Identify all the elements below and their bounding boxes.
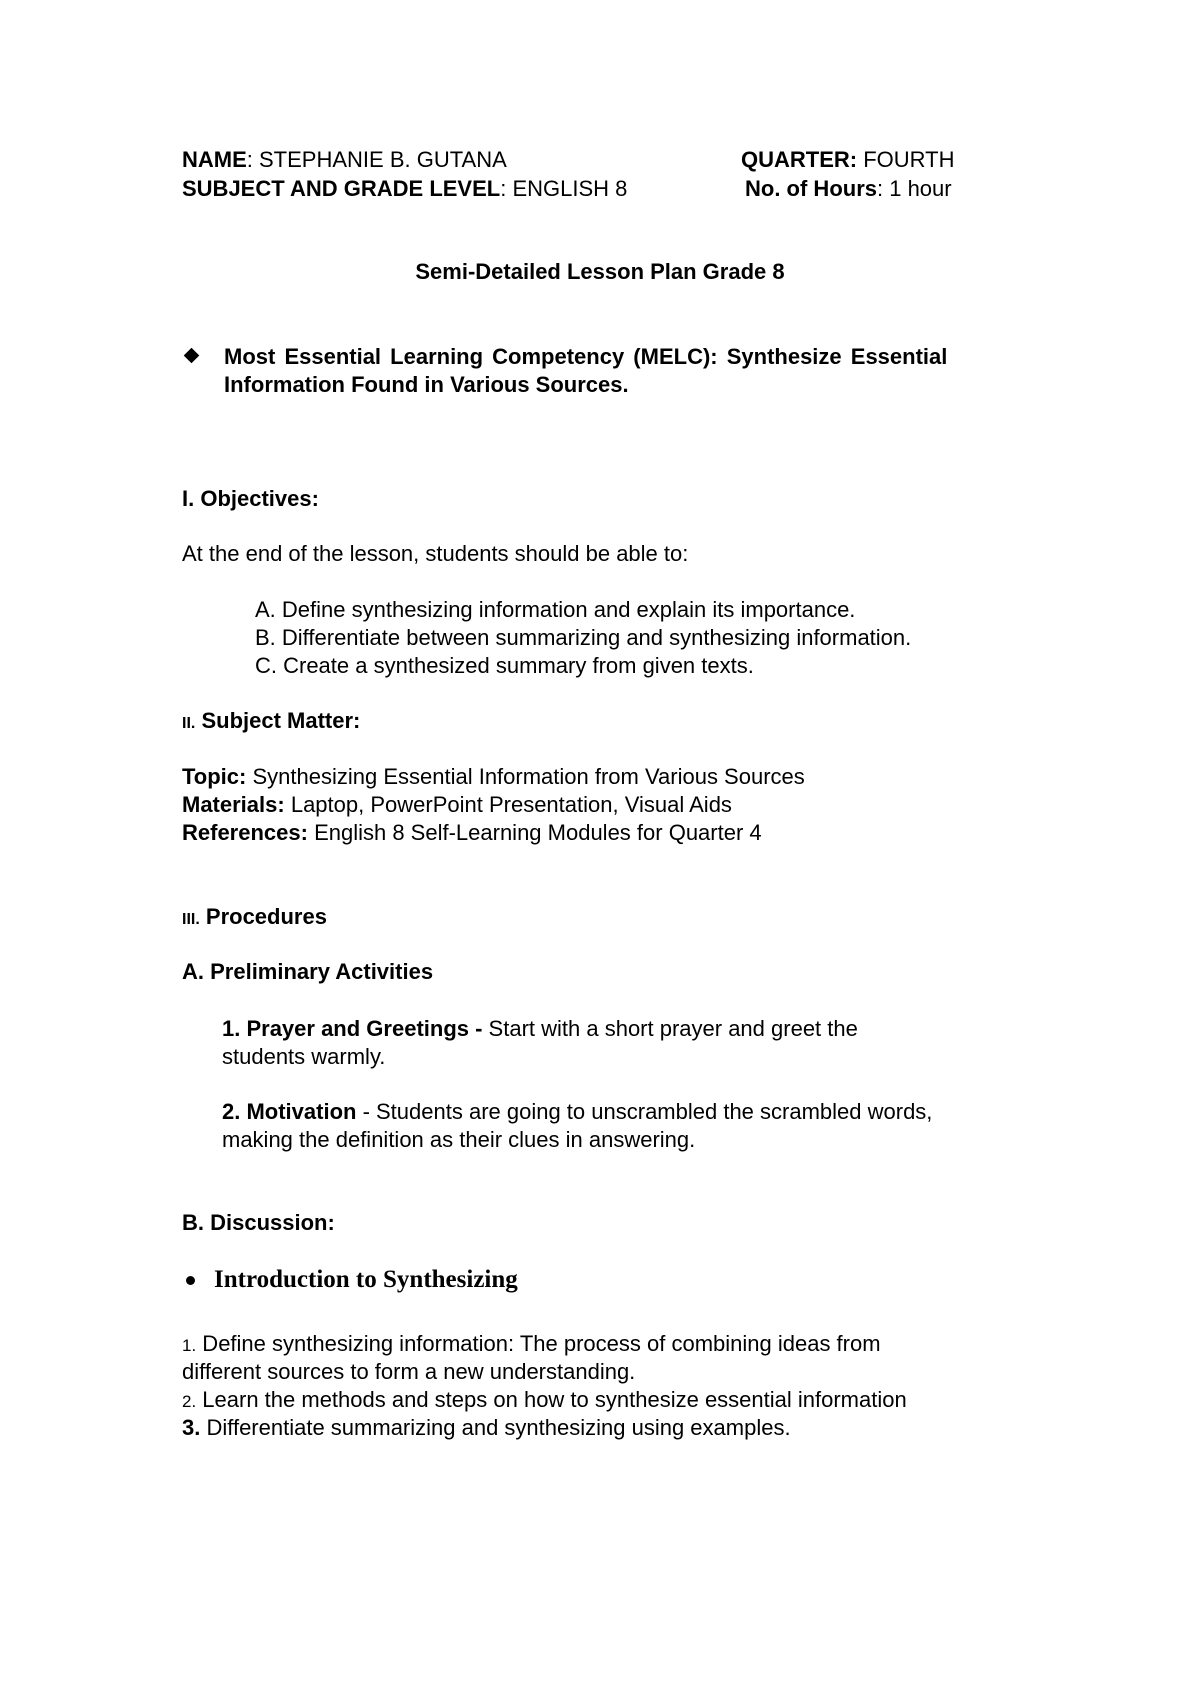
topic-value: Synthesizing Essential Information from Various Sources <box>246 764 805 789</box>
objective-item-b: B. Differentiate between summarizing and synthesizing information. <box>255 625 912 650</box>
prayer-line-2: students warmly. <box>222 1044 386 1069</box>
references-value: English 8 Self-Learning Modules for Quarter 4 <box>307 820 762 845</box>
discussion-item-1-text: Define synthesizing information: The process of combining ideas from <box>196 1331 881 1356</box>
motivation-line-1 <box>222 1098 932 1126</box>
motivation-label: 2. Motivation <box>222 1099 357 1124</box>
quarter-line <box>741 146 954 174</box>
discussion-item-3-text: Differentiate summarizing and synthesizing using examples. <box>200 1415 791 1440</box>
discussion-item-2 <box>182 1386 907 1416</box>
materials-value: Laptop, PowerPoint Presentation, Visual Aids <box>284 792 732 817</box>
intro-heading: Introduction to Synthesizing <box>214 1266 518 1293</box>
subject-value: : ENGLISH 8 <box>500 176 628 201</box>
quarter-value: FOURTH <box>857 147 955 172</box>
materials-label: Materials: <box>182 792 285 817</box>
discussion-item-1-number: 1. <box>182 1336 197 1355</box>
subject-matter-heading <box>182 707 360 738</box>
melc-line-1: Most Essential Learning Competency (MELC): Synthesize Essential <box>224 344 948 369</box>
bullet-dot-icon <box>186 1276 195 1285</box>
quarter-label: QUARTER: <box>741 147 858 172</box>
procedures-title: Procedures <box>199 904 327 929</box>
discussion-item-3-number: 3. <box>182 1415 201 1440</box>
page-title: Semi-Detailed Lesson Plan Grade 8 <box>415 259 785 284</box>
hours-value: : 1 hour <box>877 176 952 201</box>
objective-item-c: C. Create a synthesized summary from given texts. <box>255 653 754 678</box>
subject-line <box>182 175 627 203</box>
subject-matter-numeral: II. <box>182 715 196 732</box>
melc-block <box>182 343 1032 403</box>
topic-label: Topic: <box>182 764 247 789</box>
hours-line <box>745 175 952 203</box>
motivation-line-2: making the definition as their clues in answering. <box>222 1127 696 1152</box>
subject-matter-title: Subject Matter: <box>195 708 361 733</box>
prayer-text: Start with a short prayer and greet the <box>482 1016 858 1041</box>
melc-line-2: Information Found in Various Sources. <box>224 372 629 397</box>
procedures-heading <box>182 903 327 934</box>
procedures-numeral: III. <box>182 911 200 928</box>
name-line <box>182 146 507 174</box>
objectives-intro: At the end of the lesson, students should be able to: <box>182 541 689 566</box>
hours-label: No. of Hours <box>745 176 877 201</box>
references-label: References: <box>182 820 308 845</box>
discussion-heading: B. Discussion: <box>182 1210 335 1235</box>
discussion-item-1-line-1 <box>182 1330 881 1360</box>
discussion-item-3 <box>182 1414 791 1442</box>
preliminary-heading: A. Preliminary Activities <box>182 959 434 984</box>
prayer-label: 1. Prayer and Greetings - <box>222 1016 483 1041</box>
name-value: : STEPHANIE B. GUTANA <box>246 147 507 172</box>
materials-line <box>182 791 732 819</box>
subject-label: SUBJECT AND GRADE LEVEL <box>182 176 501 201</box>
references-line <box>182 819 762 847</box>
discussion-item-1-line-2: different sources to form a new understanding. <box>182 1359 636 1384</box>
name-label: NAME <box>182 147 247 172</box>
intro-heading-block <box>182 1266 782 1298</box>
discussion-item-2-number: 2. <box>182 1392 197 1411</box>
prayer-line-1 <box>222 1015 858 1043</box>
motivation-text: - Students are going to unscrambled the scrambled words, <box>356 1099 933 1124</box>
topic-line <box>182 763 805 791</box>
discussion-item-2-text: Learn the methods and steps on how to synthesize essential information <box>196 1387 907 1412</box>
objective-item-a: A. Define synthesizing information and explain its importance. <box>255 597 856 622</box>
objectives-heading: I. Objectives: <box>182 486 319 511</box>
diamond-bullet-icon <box>184 348 200 364</box>
